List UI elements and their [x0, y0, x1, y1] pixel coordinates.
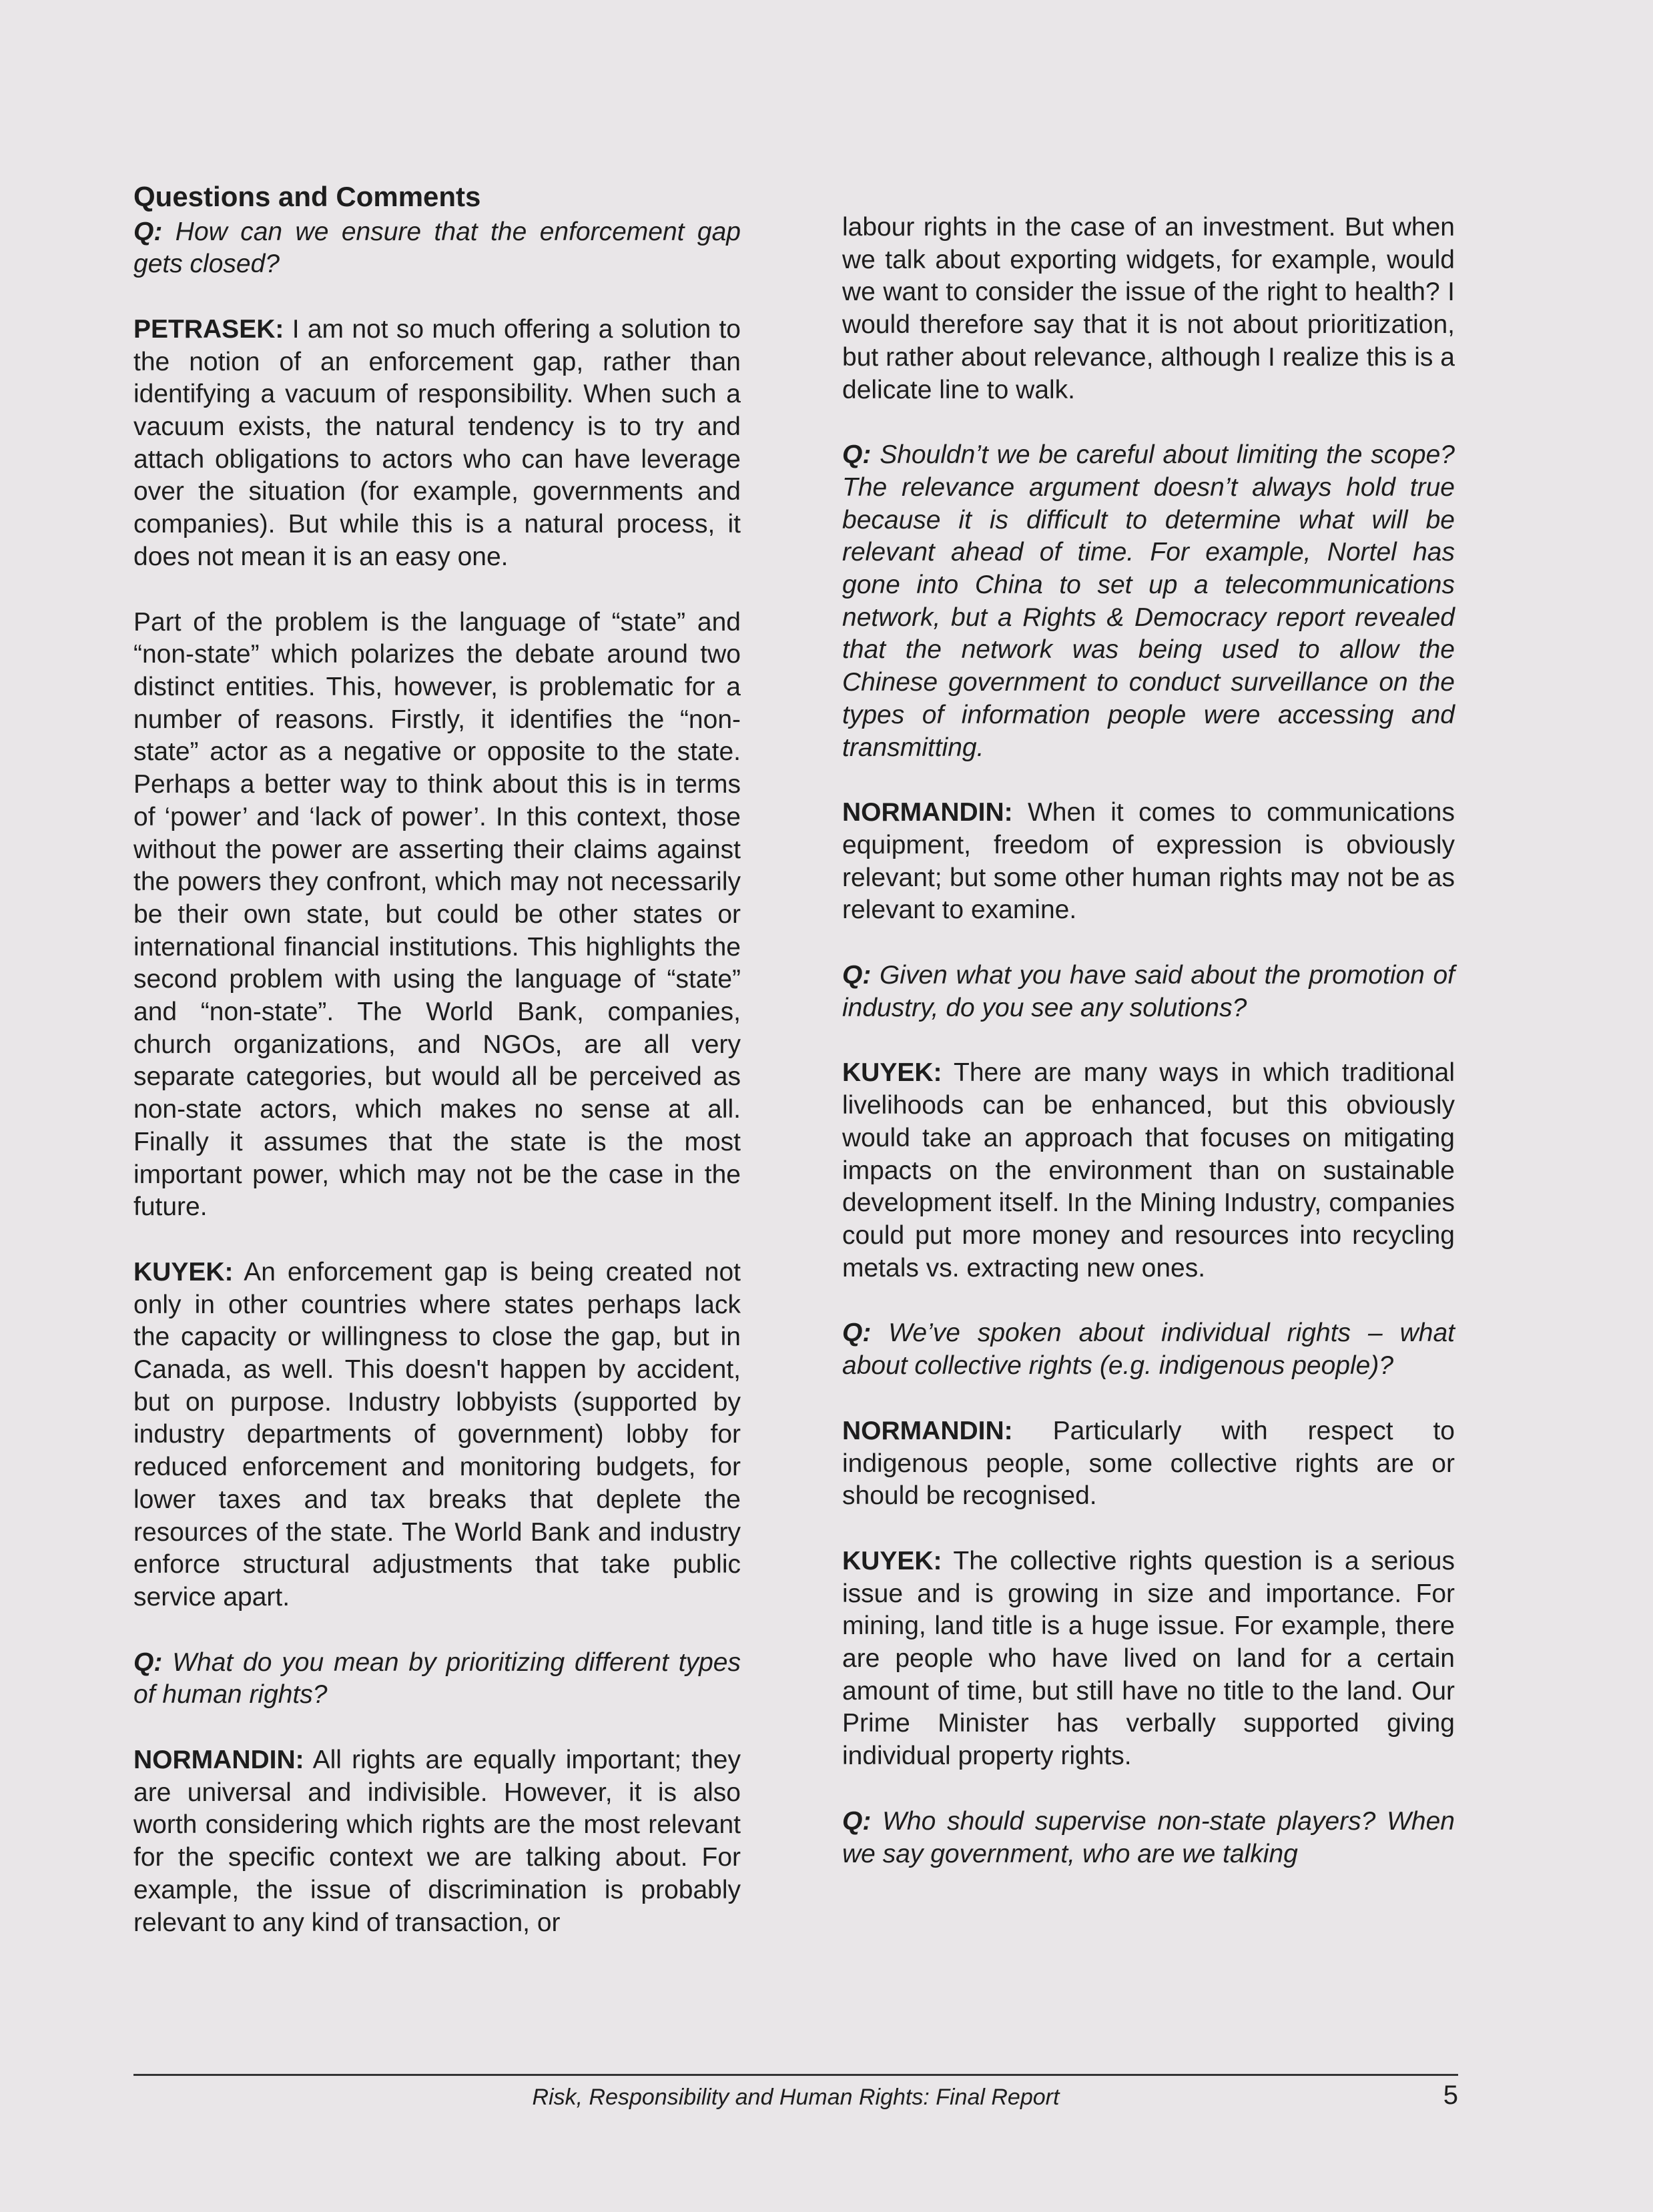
answer-paragraph — [842, 1545, 1455, 1773]
answer-paragraph — [842, 1057, 1455, 1284]
footer-report-title: Risk, Responsibility and Human Rights: Final Report — [532, 2085, 1060, 2110]
paragraph-text: What do you mean by prioritizing different types of human rights? — [133, 1647, 741, 1710]
question-marker: Q: — [842, 1806, 872, 1836]
page-footer — [133, 2081, 1458, 2121]
paragraph-text: When it comes to communications equipment, freedom of expression is obviously relevant; but some other human rights may not be as relevant to examine. — [842, 798, 1455, 925]
body-paragraph — [842, 212, 1455, 406]
question-paragraph — [842, 1806, 1455, 1870]
right-paragraphs — [842, 212, 1455, 1870]
paragraph-text: Shouldn’t we be careful about limiting the scope? The relevance argument doesn’t always hold true because it is difficult to determine what will be relevant ahead of time. For example, Nortel has gone into China to set up a telecommunications network, but a Rights & Democracy report revealed that the network was being used to allow the Chinese government to conduct surveillance on the types of information people were accessing and transmitting. — [842, 440, 1455, 762]
paragraph-text: We’ve spoken about individual rights – what about collective rights (e.g. indigenous people)? — [842, 1319, 1455, 1381]
speaker-name: PETRASEK: — [133, 314, 284, 344]
question-paragraph — [133, 216, 741, 281]
question-marker: Q: — [842, 1319, 872, 1348]
speaker-name: KUYEK: — [842, 1546, 942, 1575]
question-marker: Q: — [842, 440, 872, 470]
body-paragraph — [133, 607, 741, 1224]
left-column — [133, 180, 741, 1972]
paragraph-text: An enforcement gap is being created not only in other countries where states perhaps lack the capacity or willingness to close the gap, but in Canada, as well. This doesn't happen by accident, but on purpose. Industry lobbyists (supported by industry departments of government) lobby for reduced enforcement and monitoring budgets, for lower taxes and tax breaks that deplete the resources of the state. The World Bank and industry enforce structural adjustments that take public service apart. — [133, 1257, 741, 1611]
paragraph-text: How can we ensure that the enforcement gap gets closed? — [133, 217, 741, 279]
paragraph-text: Who should supervise non-state players? When we say government, who are we talking — [842, 1806, 1455, 1868]
answer-paragraph — [842, 797, 1455, 927]
answer-paragraph — [842, 1415, 1455, 1513]
answer-paragraph — [133, 1744, 741, 1939]
question-paragraph — [842, 960, 1455, 1024]
section-heading: Questions and Comments — [133, 181, 481, 212]
paragraph-text: I am not so much offering a solution to the notion of an enforcement gap, rather than identifying a vacuum of responsibility. When such a vacuum exists, the natural tendency is to try and attach obligations to actors who can have leverage over the situation (for example, governments and companies). But while this is a natural process, it does not mean it is an easy one. — [133, 314, 741, 571]
speaker-name: KUYEK: — [842, 1058, 942, 1088]
footer-rule — [133, 2074, 1458, 2076]
paragraph-text: Part of the problem is the language of “state” and “non-state” which polarizes the debate around two distinct entities. This, however, is problematic for a number of reasons. Firstly, it identifies the “non-state” actor as a negative or opposite to the state. Perhaps a better way to think about this is in terms of ‘power’ and ‘lack of power’. In this context, those without the power are asserting their claims against the powers they confront, which may not necessarily be their own state, but could be other states or international financial institutions. This highlights the second problem with using the language of “state” and “non-state”. The World Bank, companies, church organizations, and NGOs, are all very separate categories, but would all be perceived as non-state actors, which makes no sense at all. Finally it assumes that the state is the most important power, which may not be the case in the future. — [133, 607, 741, 1222]
speaker-name: NORMANDIN: — [842, 798, 1013, 827]
question-paragraph — [842, 439, 1455, 764]
question-marker: Q: — [133, 1647, 163, 1677]
question-marker: Q: — [133, 217, 163, 246]
paragraph-text: Particularly with respect to indigenous people, some collective rights are or should be recognised. — [842, 1416, 1455, 1511]
paragraph-text: labour rights in the case of an investment. But when we talk about exporting widgets, for example, would we want to consider the issue of the right to health? I would therefore say that it is not about prioritization, but rather about relevance, although I realize this is a delicate line to walk. — [842, 213, 1455, 404]
left-paragraphs — [133, 216, 741, 1940]
answer-paragraph — [133, 314, 741, 574]
question-paragraph — [842, 1317, 1455, 1382]
page-number: 5 — [1443, 2081, 1458, 2110]
question-paragraph — [133, 1647, 741, 1712]
answer-paragraph — [133, 1256, 741, 1614]
speaker-name: NORMANDIN: — [133, 1746, 304, 1775]
right-column — [842, 212, 1455, 1903]
question-marker: Q: — [842, 961, 872, 990]
speaker-name: KUYEK: — [133, 1257, 234, 1286]
paragraph-text: The collective rights question is a serious issue and is growing in size and importance. For mining, land title is a huge issue. For example, there are people who have lived on land for a certain amount of time, but still have no title to the land. Our Prime Minister has verbally supported giving individual property rights. — [842, 1546, 1455, 1771]
paragraph-text: There are many ways in which traditional livelihoods can be enhanced, but this obviously would take an approach that focuses on mitigating impacts on the environment than on sustainable development itself. In the Mining Industry, companies could put more money and resources into recycling metals vs. extracting new ones. — [842, 1058, 1455, 1282]
paragraph-text: All rights are equally important; they are universal and indivisible. However, it is also worth considering which rights are the most relevant for the specific context we are talking about. For example, the issue of discrimination is probably relevant to any kind of transaction, or — [133, 1746, 741, 1937]
paragraph-text: Given what you have said about the promotion of industry, do you see any solutions? — [842, 961, 1455, 1022]
speaker-name: NORMANDIN: — [842, 1416, 1013, 1445]
